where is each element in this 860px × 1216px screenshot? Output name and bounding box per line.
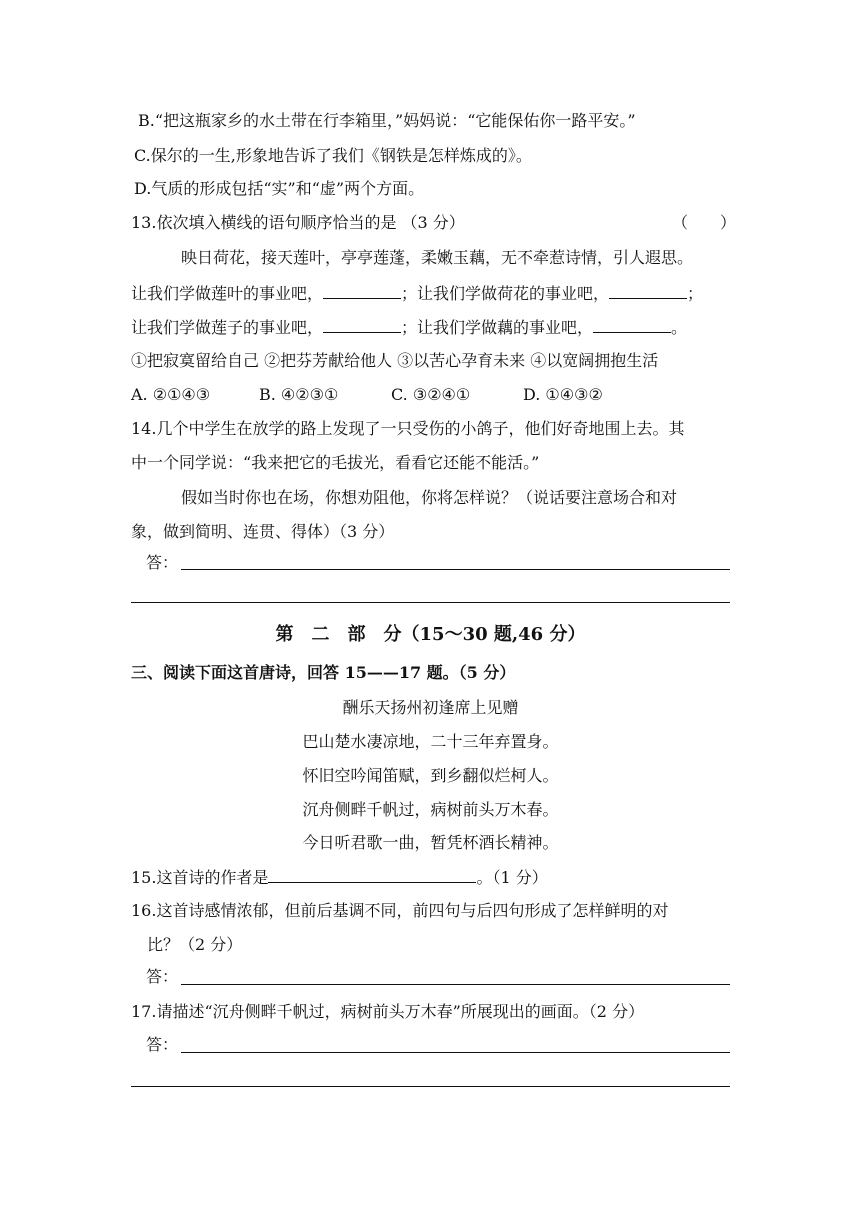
part-two-heading	[131, 623, 730, 647]
q13-items: ①把寂寞留给自己 ②把芬芳献给他人 ③以苦心孕育未来 ④以宽阔拥抱生活	[131, 351, 659, 370]
q13-blank-4[interactable]	[593, 316, 671, 333]
poem-line-4: 今日听君歌一曲，暂凭杯酒长精神。	[302, 833, 559, 852]
q14-answer-label: 答：	[146, 553, 179, 572]
q13-choice-a: A. ②①④③	[131, 385, 211, 404]
poem-line-2: 怀旧空吟闻笛赋，到乡翻似烂柯人。	[302, 766, 559, 785]
q13-answer-bracket: （ ）	[672, 213, 737, 232]
part-two-subtitle: （15～30 题,46 分）	[401, 624, 586, 645]
q13-paragraph-2	[131, 282, 703, 305]
q15-line	[131, 866, 548, 889]
q16-answer-line[interactable]	[181, 984, 730, 985]
q12-option-d: D.气质的形成包括“实”和“虚”两个方面。	[134, 179, 425, 198]
q14-answer-line-2[interactable]	[131, 602, 730, 603]
section-three-heading: 三、阅读下面这首唐诗，回答 15——17 题。（5 分）	[131, 663, 516, 682]
q14-line-2: 中一个同学说：“我来把它的毛拔光，看看它还能不能活。”	[131, 453, 540, 472]
q13-stem: 13.依次填入横线的语句顺序恰当的是 （3 分）	[131, 213, 465, 232]
q13-blank-2[interactable]	[609, 282, 687, 299]
q13-para2-part-b: ；让我们学做荷花的事业吧，	[401, 284, 610, 303]
poem-title: 酬乐天扬州初逢席上见赠	[342, 698, 519, 717]
poem-line-1: 巴山楚水凄凉地，二十三年弃置身。	[302, 732, 559, 751]
q13-paragraph-1: 映日荷花，接天莲叶，亭亭莲蓬，柔嫩玉藕，无不牵惹诗情，引人遐思。	[181, 248, 694, 267]
q14-answer-line-1[interactable]	[181, 569, 730, 570]
q17-answer-line-2[interactable]	[131, 1086, 730, 1087]
q13-choice-c: C. ③②④①	[391, 385, 471, 404]
q16-answer-label: 答：	[146, 967, 179, 986]
q13-para3-part-c: 。	[671, 318, 688, 337]
q17-answer-label: 答：	[146, 1035, 179, 1054]
q12-option-b: B.“把这瓶家乡的水土带在行李箱里，”妈妈说：“它能保佑你一路平安。”	[138, 111, 636, 130]
q13-para2-part-c: ；	[687, 284, 704, 303]
q13-choice-b: B. ④②③①	[259, 385, 339, 404]
part-two-title: 第 二 部 分	[275, 624, 402, 645]
q13-paragraph-3	[131, 316, 687, 339]
q13-para2-part-a: 让我们学做莲叶的事业吧，	[131, 284, 324, 303]
q13-para3-part-a: 让我们学做莲子的事业吧，	[131, 318, 324, 337]
q12-option-c: C.保尔的一生,形象地告诉了我们《钢铁是怎样炼成的》。	[134, 146, 532, 165]
q13-blank-1[interactable]	[323, 282, 401, 299]
q17-answer-line-1[interactable]	[181, 1052, 730, 1053]
q13-blank-3[interactable]	[323, 316, 401, 333]
q14-line-1: 14.几个中学生在放学的路上发现了一只受伤的小鸽子，他们好奇地围上去。其	[131, 419, 685, 438]
q14-line-4: 象，做到简明、连贯、得体）（3 分）	[131, 522, 395, 541]
q16-line-1: 16.这首诗感情浓郁，但前后基调不同，前四句与后四句形成了怎样鲜明的对	[131, 901, 669, 920]
q15-blank[interactable]	[268, 866, 476, 883]
q13-para3-part-b: ；让我们学做藕的事业吧，	[401, 318, 594, 337]
q17-line-1: 17.请描述“沉舟侧畔千帆过，病树前头万木春”所展现出的画面。（2 分）	[131, 1002, 645, 1021]
q16-line-2: 比？（2 分）	[147, 935, 243, 954]
q15-stem: 15.这首诗的作者是	[131, 868, 269, 887]
q13-choice-d: D. ①④③②	[523, 385, 603, 404]
poem-line-3: 沉舟侧畔千帆过，病树前头万木春。	[302, 800, 559, 819]
q15-score: 。（1 分）	[476, 868, 548, 887]
q14-line-3: 假如当时你也在场，你想劝阻他，你将怎样说？（说话要注意场合和对	[181, 488, 678, 507]
